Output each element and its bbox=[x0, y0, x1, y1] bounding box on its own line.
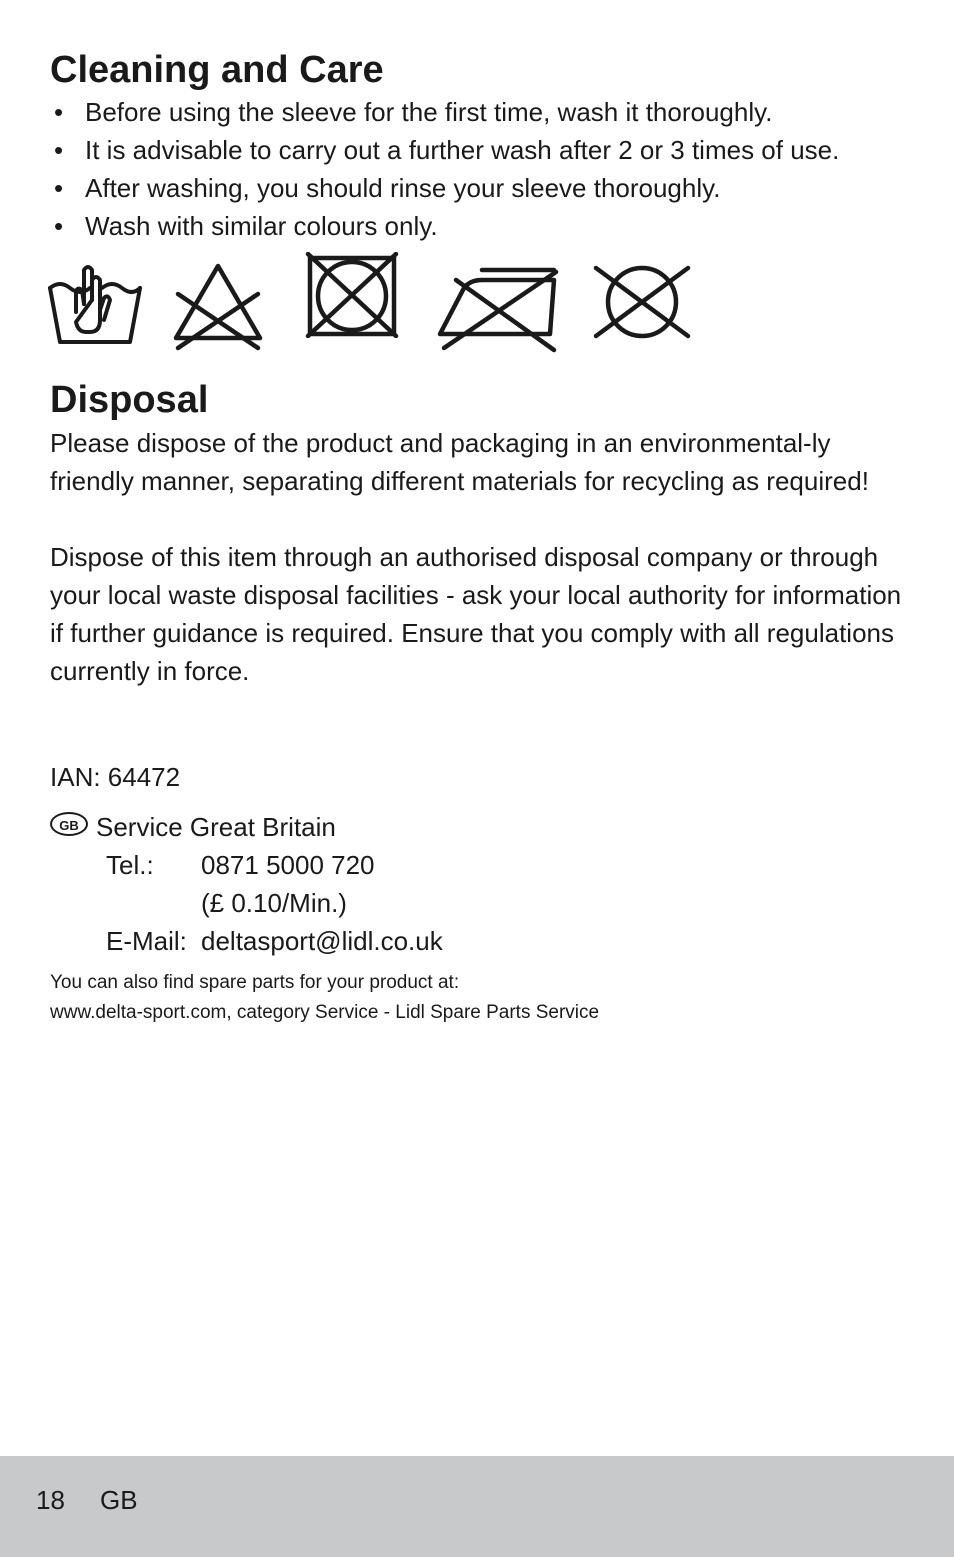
do-not-tumble-dry-icon bbox=[304, 252, 400, 338]
page-number: 18 bbox=[36, 1485, 65, 1515]
disposal-paragraph-1: Please dispose of the product and packaging in an environmental-ly friendly manner, separating different materials for recycling as required! bbox=[50, 428, 869, 496]
care-symbols bbox=[46, 250, 706, 360]
do-not-iron-icon bbox=[432, 264, 562, 354]
bullet-icon: • bbox=[54, 135, 64, 165]
disposal-heading: Disposal bbox=[50, 379, 209, 421]
email-value[interactable]: deltasport@lidl.co.uk bbox=[201, 926, 443, 956]
do-not-bleach-icon bbox=[170, 260, 266, 352]
list-item: • After washing, you should rinse your sleeve thoroughly. bbox=[50, 169, 930, 207]
gb-badge-icon: GB bbox=[50, 812, 88, 836]
list-item: • Before using the sleeve for the first time, wash it thoroughly. bbox=[50, 93, 930, 131]
service-title bbox=[50, 808, 336, 846]
disposal-paragraph-2: Dispose of this item through an authorised disposal company or through your local waste disposal facilities - ask your local authority for information if further guidance is required. Ensure that you comply with all regulations currently in force. bbox=[50, 542, 902, 686]
spare-parts-line-2: www.delta-sport.com, category Service - Lidl Spare Parts Service bbox=[50, 1002, 600, 1023]
tel-rate: (£ 0.10/Min.) bbox=[201, 888, 347, 918]
tel-value: 0871 5000 720 bbox=[201, 850, 375, 880]
cleaning-heading: Cleaning and Care bbox=[50, 49, 384, 91]
bullet-icon: • bbox=[54, 97, 64, 127]
footer-language: GB bbox=[100, 1485, 138, 1515]
cleaning-list bbox=[50, 93, 930, 245]
list-item: • Wash with similar colours only. bbox=[50, 207, 930, 245]
spare-parts-line-1: You can also find spare parts for your product at: bbox=[50, 972, 460, 993]
do-not-dry-clean-icon bbox=[592, 264, 692, 342]
email-label: E-Mail: bbox=[106, 926, 187, 956]
bullet-icon: • bbox=[54, 211, 64, 241]
hand-wash-icon bbox=[46, 260, 146, 350]
service-title-text: Service Great Britain bbox=[96, 812, 336, 842]
ian-number: IAN: 64472 bbox=[50, 762, 181, 792]
bullet-icon: • bbox=[54, 173, 64, 203]
tel-label: Tel.: bbox=[106, 850, 154, 880]
list-item: • It is advisable to carry out a further wash after 2 or 3 times of use. bbox=[50, 131, 930, 169]
